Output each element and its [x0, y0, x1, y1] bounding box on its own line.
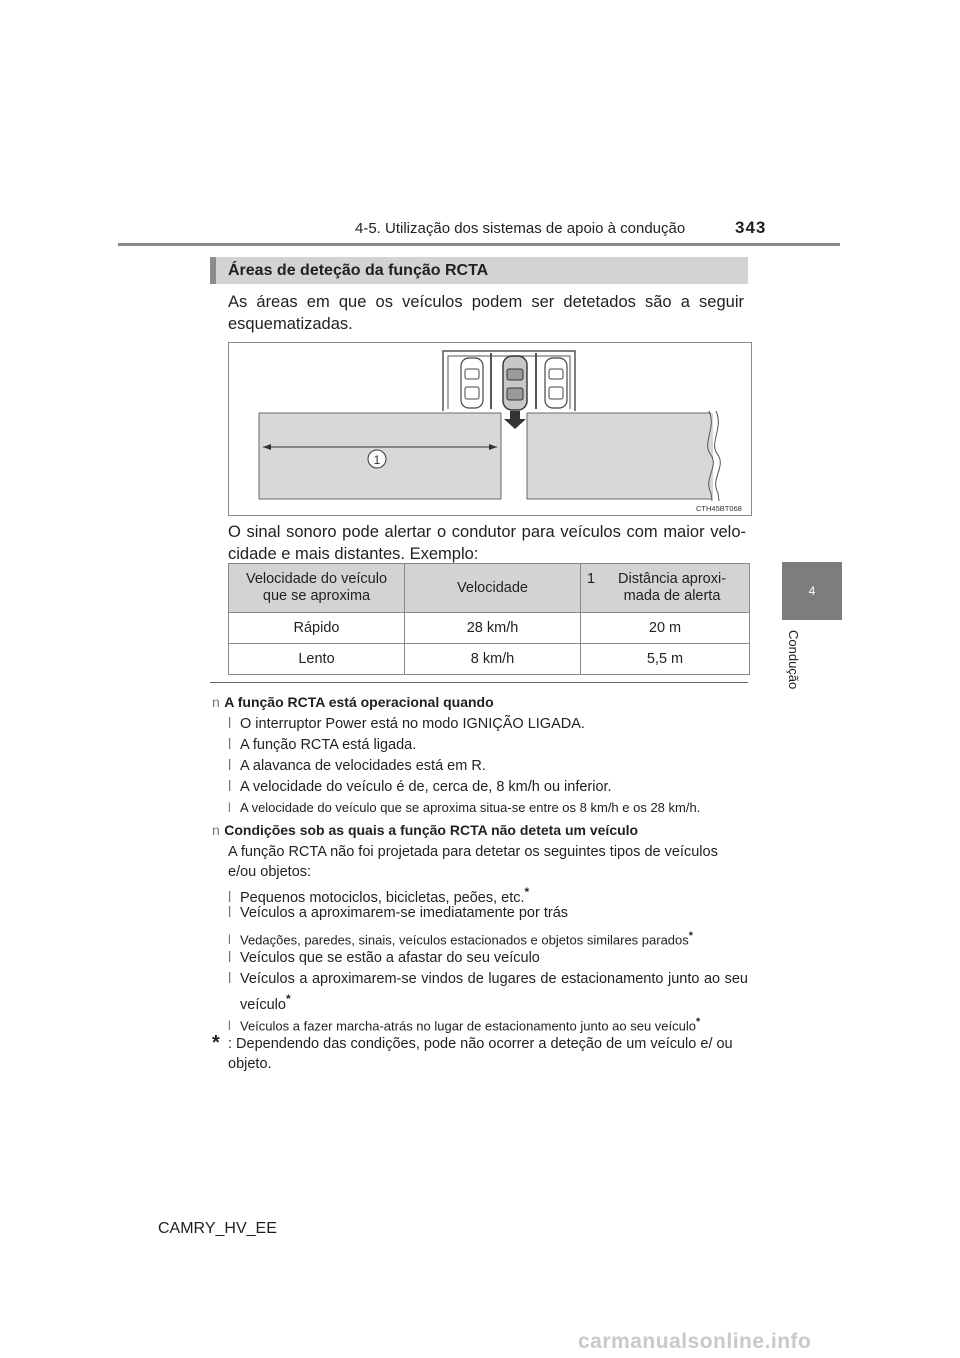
table-cell: Lento	[229, 644, 405, 675]
page-number: 343	[735, 218, 767, 237]
diagram-code: CTH45BT068	[696, 504, 742, 513]
table-cell: Rápido	[229, 613, 405, 644]
watermark: carmanualsonline.info	[578, 1330, 812, 1353]
detection-area-diagram	[228, 342, 752, 516]
parked-car-left	[461, 358, 483, 408]
conditions-item: l Veículos a aproximarem-se vindos de lugares de estacionamento junto ao seu veículo*	[228, 971, 748, 1013]
table-row	[229, 613, 750, 644]
conditions-marker: n	[212, 822, 220, 838]
section-heading	[210, 257, 748, 284]
operational-item: l A velocidade do veículo que se aproxima situa-se entre os 8 km/h e os 28 km/h.	[228, 800, 701, 815]
intro-paragraph: As áreas em que os veículos podem ser detetados são a seguir esquematizadas.	[228, 293, 744, 333]
footnote-text: : Dependendo das condições, pode não ocorrer a deteção de um veículo e/ ou objeto.	[228, 1036, 733, 1072]
break-line-inner	[715, 411, 721, 501]
section-separator	[210, 682, 748, 683]
table-cell: 5,5 m	[581, 644, 750, 675]
alert-distance-table	[228, 563, 750, 675]
conditions-intro: A função RCTA não foi projetada para detetar os seguintes tipos de veículos e/ou objetos:	[228, 844, 718, 880]
conditions-item: l Veículos a fazer marcha-atrás no lugar de estacionamento junto ao seu veículo*	[228, 1016, 701, 1034]
table-row	[229, 644, 750, 675]
operational-title: A função RCTA está operacional quando	[224, 694, 494, 710]
chapter-tab[interactable]	[782, 562, 842, 620]
table-cell: 28 km/h	[405, 613, 581, 644]
header-rule	[118, 243, 840, 246]
distance-marker-label: 1	[373, 453, 381, 467]
chapter-label-text: Condução	[786, 630, 801, 690]
footnote-star: *	[212, 1032, 220, 1054]
example-paragraph: O sinal sonoro pode alertar o condutor para veículos com maior velo-cidade e mais distantes. Exemplo:	[228, 523, 746, 563]
table-cell: 20 m	[581, 613, 750, 644]
reverse-direction-arrow	[504, 411, 526, 429]
header-section-title: 4-5. Utilização dos sistemas de apoio à condução	[355, 220, 686, 237]
conditions-item: l Pequenos motociclos, bicicletas, peões, etc.*	[228, 885, 530, 906]
operational-item: l A função RCTA está ligada.	[228, 737, 417, 753]
table-cell: 8 km/h	[405, 644, 581, 675]
chapter-label	[779, 630, 803, 710]
operational-item: l A velocidade do veículo é de, cerca de, 8 km/h ou inferior.	[228, 779, 612, 795]
conditions-item: l Vedações, paredes, sinais, veículos estacionados e objetos similares parados*	[228, 930, 693, 948]
footnote	[212, 1034, 748, 1074]
operational-marker: n	[212, 694, 220, 710]
chapter-tab-number: 4	[808, 584, 816, 598]
operational-heading	[212, 694, 494, 712]
own-car	[503, 356, 527, 410]
operational-item: l A alavanca de velocidades está em R.	[228, 758, 486, 774]
table-header-cell: Velocidade do veículo que se aproxima	[229, 564, 405, 613]
table-header-row	[229, 564, 750, 613]
diagram-graphic	[229, 343, 751, 515]
document-code: CAMRY_HV_EE	[158, 1220, 277, 1237]
conditions-item: l Veículos a aproximarem-se imediatamente por trás	[228, 905, 569, 921]
conditions-item: l Veículos que se estão a afastar do seu veículo	[228, 950, 540, 966]
right-detection-zone	[527, 413, 713, 499]
conditions-heading	[212, 822, 638, 840]
table-header-cell: Velocidade	[405, 564, 581, 613]
table-header-cell-distance	[581, 564, 750, 613]
conditions-title: Condições sob as quais a função RCTA não deteta um veículo	[224, 822, 639, 838]
parked-car-right	[545, 358, 567, 408]
table-header-cell: Distância aproxi-mada de alerta	[618, 571, 727, 604]
section-heading-marker	[210, 257, 216, 284]
section-heading-text: Áreas de deteção da função RCTA	[228, 261, 489, 279]
operational-item: l O interruptor Power está no modo IGNIÇÃO LIGADA.	[228, 716, 585, 732]
table-header-marker: 1	[587, 571, 596, 587]
